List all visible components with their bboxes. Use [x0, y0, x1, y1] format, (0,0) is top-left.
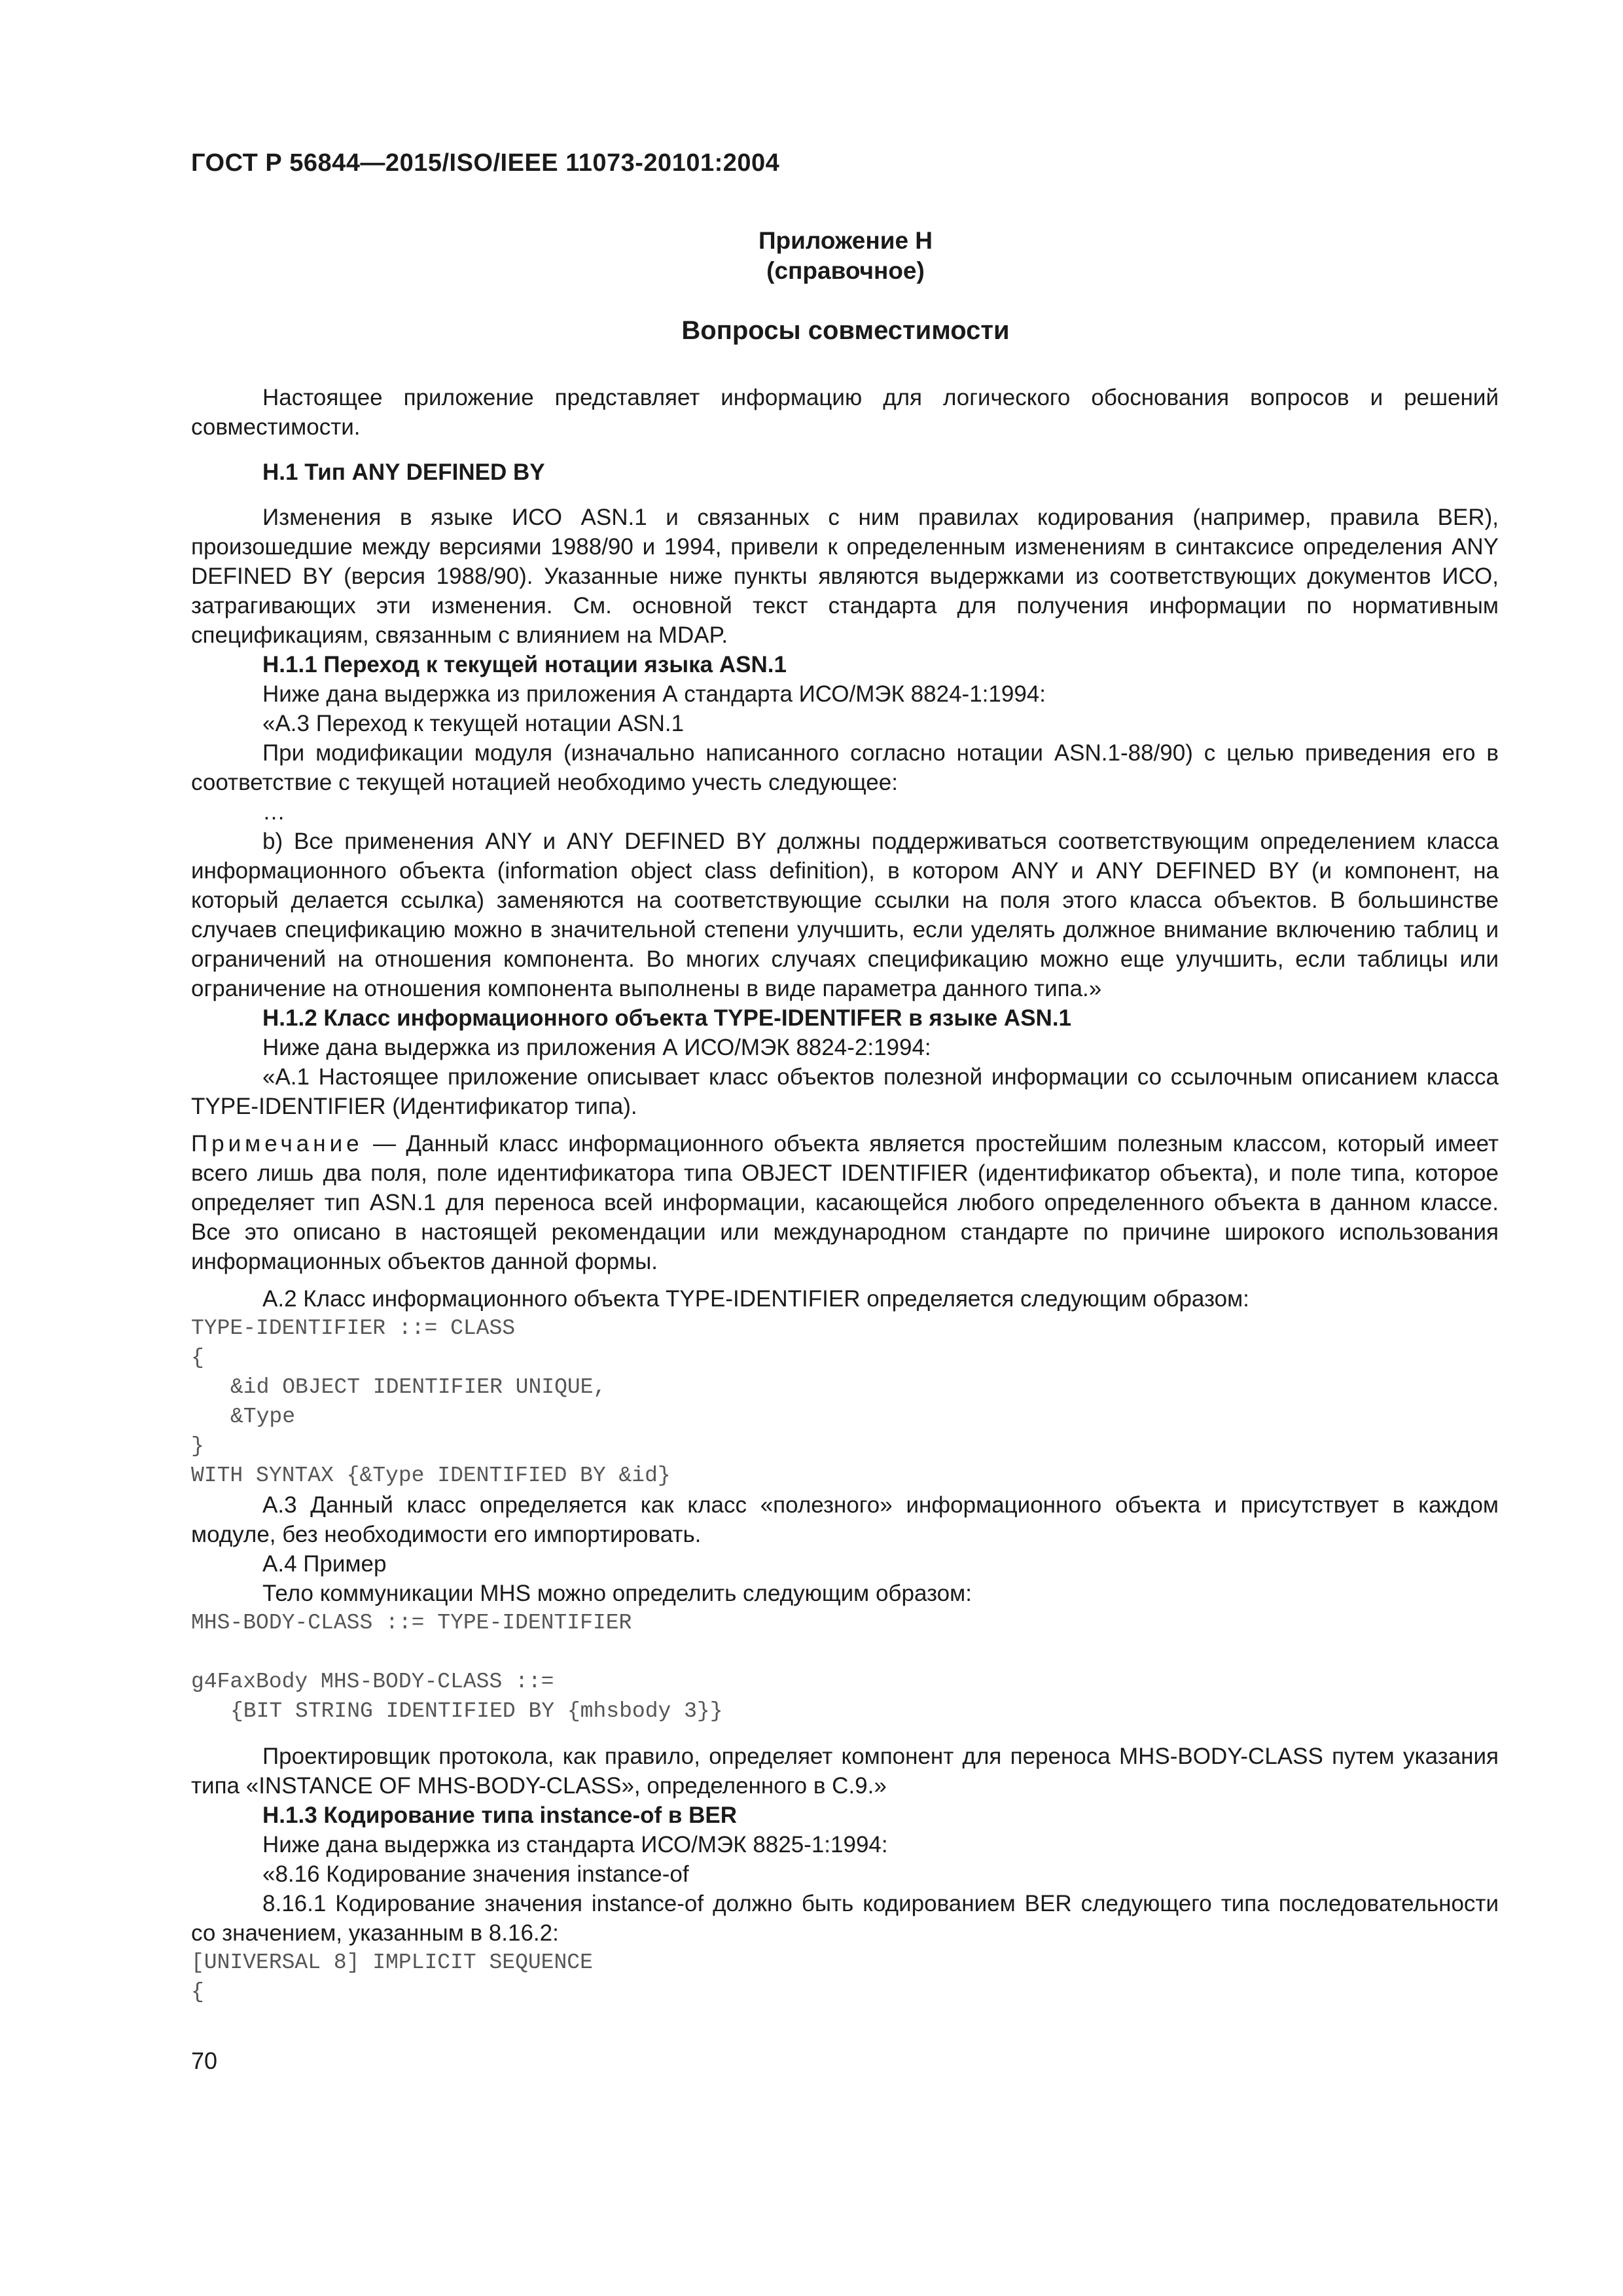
h11-paragraph-1: Ниже дана выдержка из приложения А стандарта ИСО/МЭК 8824-1:1994: [262, 681, 1046, 707]
note-paragraph [191, 1129, 1499, 1276]
code-line: &id OBJECT IDENTIFIER UNIQUE, [230, 1375, 607, 1399]
h11-ellipsis: … [262, 799, 285, 825]
annex-status: (справочное) [766, 257, 925, 284]
h12-paragraph-1: Ниже дана выдержка из приложения А ИСО/МЭК 8824-2:1994: [262, 1035, 931, 1060]
h12-paragraph-4: А.3 Данный класс определяется как класс «полезного» информационного объекта и присутствует в каждом модуле, без необходимости его импортировать. [191, 1492, 1499, 1547]
code-line: } [191, 1434, 204, 1458]
standard-header: ГОСТ Р 56844—2015/ISO/IEEE 11073-20101:2004 [191, 149, 780, 177]
code-line: { [191, 1980, 204, 2004]
section-heading-h13: Н.1.3 Кодирование типа instance-of в BER [262, 1803, 738, 1828]
h13-paragraph-3: 8.16.1 Кодирование значения instance-of должно быть кодированием BER следующего типа последовательности со значением, указанным в 8.16.2: [191, 1891, 1499, 1946]
note-label: Примечание [191, 1131, 363, 1157]
section-heading-h11: Н.1.1 Переход к текущей нотации языка ASN.1 [262, 652, 787, 677]
code-line: &Type [230, 1405, 296, 1429]
code-line-blank [191, 1638, 1499, 1667]
h12-paragraph-2: «А.1 Настоящее приложение описывает класс объектов полезной информации со ссылочным описанием класса TYPE-IDENTIFIER (Идентификатор типа). [191, 1064, 1499, 1119]
code-line: { [191, 1346, 204, 1370]
h13-paragraph-2: «8.16 Кодирование значения instance-of [262, 1861, 689, 1887]
h11-paragraph-3: При модификации модуля (изначально написанного согласно нотации ASN.1-88/90) с целью приведения его в соответствие с текущей нотацией необходимо учесть следующее: [191, 740, 1499, 795]
document-page [191, 0, 1499, 2296]
page-number: 70 [191, 2047, 218, 2074]
code-line: g4FaxBody MHS-BODY-CLASS ::= [191, 1670, 554, 1694]
h12-paragraph-6: Тело коммуникации MHS можно определить следующим образом: [262, 1581, 972, 1606]
h11-paragraph-4: b) Все применения ANY и ANY DEFINED BY должны поддерживаться соответствующим определением класса информационного объекта (information object class definition), в котором ANY и ANY DEFINED BY (и компонент, на который делается ссылка) заменяются на соответствующие ссылки на поля этого класса объектов. В большинстве случаев спецификацию можно в значительной степени улучшить, если уделять должное внимание включению таблиц и ограничений на отношения компонента. Во многих случаях спецификацию можно еще улучшить, если таблицы или ограничение на отношения компонента выполнены в виде параметра данного типа.» [191, 829, 1499, 1001]
section-heading-h1: Н.1 Тип ANY DEFINED BY [262, 459, 545, 485]
h12-paragraph-7: Проектировщик протокола, как правило, определяет компонент для переноса MHS-BODY-CLASS путем указания типа «INSTANCE OF MHS-BODY-CLASS», определенного в С.9.» [191, 1744, 1499, 1799]
h12-paragraph-3: А.2 Класс информационного объекта TYPE-IDENTIFIER определяется следующим образом: [262, 1286, 1249, 1312]
code-line: {BIT STRING IDENTIFIED BY {mhsbody 3}} [230, 1699, 723, 1723]
h1-paragraph: Изменения в языке ИСО ASN.1 и связанных с ним правилах кодирования (например, правила BER), произошедшие между версиями 1988/90 и 1994, привели к определенным изменениям в синтаксисе определения ANY DEFINED BY (версия 1988/90). Указанные ниже пункты являются выдержками из соответствующих документов ИСО, затрагивающих эти изменения. См. основной текст стандарта для получения информации по нормативным спецификациям, связанным с влиянием на MDAP. [191, 505, 1499, 648]
note-text: — Данный класс информационного объекта является простейшим полезным классом, который имеет всего лишь два поля, поле идентификатора типа OBJECT IDENTIFIER (идентификатор объекта), и поле типа, которое определяет тип ASN.1 для переноса всей информации, касающейся любого определенного объекта в данном классе. Все это описано в настоящей рекомендации или международном стандарте по причине широкого использования информационных объектов данной формы. [191, 1131, 1499, 1274]
h13-paragraph-1: Ниже дана выдержка из стандарта ИСО/МЭК 8825-1:1994: [262, 1832, 888, 1857]
section-heading-h12: Н.1.2 Класс информационного объекта TYPE-IDENTIFER в языке ASN.1 [262, 1005, 1072, 1031]
code-line: [UNIVERSAL 8] IMPLICIT SEQUENCE [191, 1950, 593, 1975]
h11-paragraph-2: «А.3 Переход к текущей нотации ASN.1 [262, 711, 685, 736]
annex-label [191, 226, 1500, 286]
annex-title: Вопросы совместимости [681, 316, 1010, 345]
h12-paragraph-5: А.4 Пример [262, 1551, 387, 1577]
code-line: TYPE-IDENTIFIER ::= CLASS [191, 1316, 516, 1340]
code-line: MHS-BODY-CLASS ::= TYPE-IDENTIFIER [191, 1611, 632, 1635]
document-body [191, 383, 1499, 2007]
annex-number: Приложение Н [758, 227, 933, 254]
intro-paragraph: Настоящее приложение представляет информацию для логического обоснования вопросов и решений совместимости. [191, 385, 1499, 440]
code-line: WITH SYNTAX {&Type IDENTIFIED BY &id} [191, 1463, 671, 1488]
